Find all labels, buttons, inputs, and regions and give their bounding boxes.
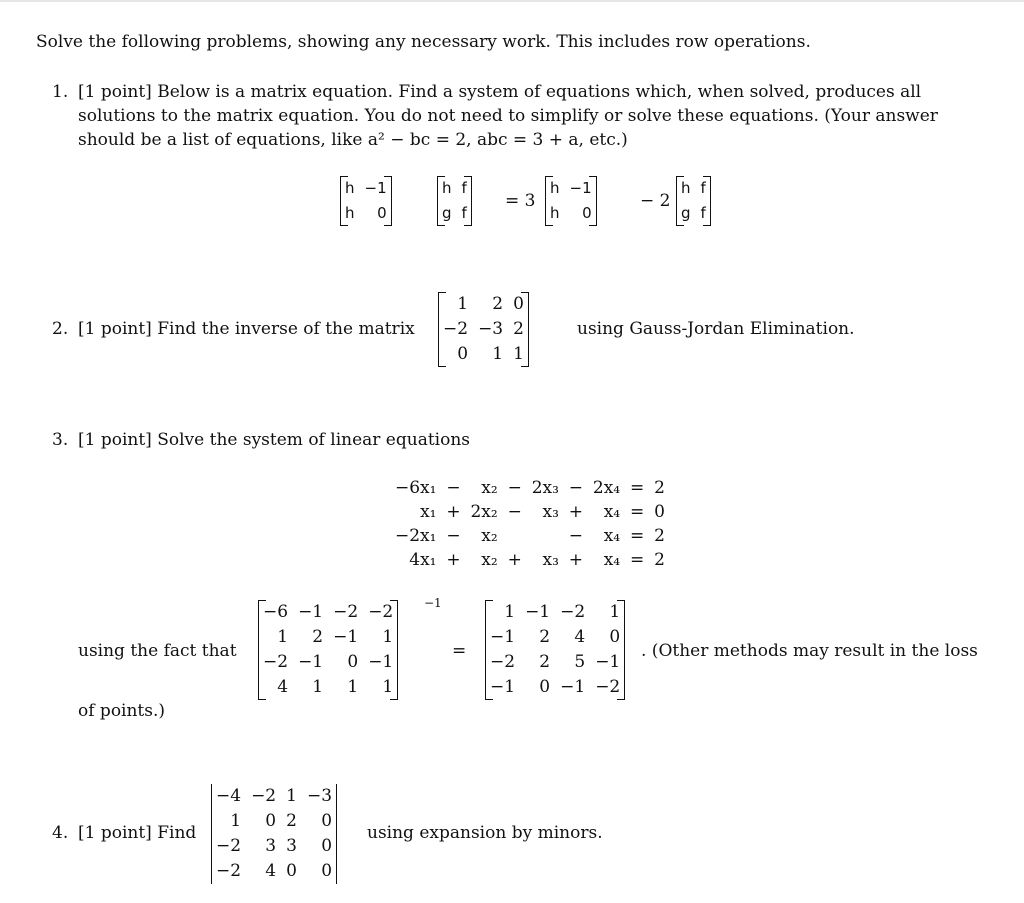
matrix-A-copy bbox=[545, 176, 597, 226]
coefficient-matrix bbox=[258, 600, 398, 700]
math-cell: x₂ bbox=[481, 526, 498, 546]
math-cell: x₂ bbox=[481, 550, 498, 570]
math-cell: 1 bbox=[382, 677, 394, 697]
math-cell: −2x₁ bbox=[395, 526, 437, 546]
problem-3-number: 3. bbox=[52, 430, 69, 450]
linear-system bbox=[392, 476, 668, 572]
math-cell: − bbox=[507, 478, 522, 498]
math-cell: −4 bbox=[216, 786, 242, 806]
math-cell: −1 bbox=[368, 652, 394, 672]
equation-row bbox=[392, 500, 668, 524]
matrix-cell: 2 bbox=[513, 319, 524, 339]
math-cell: −2 bbox=[251, 786, 277, 806]
math-cell: −1 bbox=[595, 652, 621, 672]
math-cell: 0 bbox=[347, 652, 359, 672]
matrix-cell: −3 bbox=[478, 319, 504, 339]
math-cell: 4 bbox=[277, 677, 289, 697]
minus-two: − 2 bbox=[640, 191, 671, 211]
matrix-cell: 0 bbox=[513, 294, 524, 314]
math-cell: −1 bbox=[560, 677, 586, 697]
problem-2-matrix bbox=[438, 292, 529, 367]
matrix-cell: −1 bbox=[569, 179, 592, 197]
math-cell: + bbox=[568, 502, 584, 522]
matrix-A bbox=[340, 176, 392, 226]
math-cell: 0 bbox=[321, 861, 333, 881]
math-cell: 1 bbox=[609, 602, 621, 622]
math-cell: = bbox=[630, 502, 645, 522]
math-cell: 2 bbox=[312, 627, 324, 647]
problem-1-number: 1. bbox=[52, 82, 69, 102]
matrix-cell: h bbox=[345, 179, 355, 197]
matrix-cell: h bbox=[550, 204, 560, 222]
math-cell: −1 bbox=[490, 677, 516, 697]
math-cell: − bbox=[446, 478, 461, 498]
math-cell: 3 bbox=[265, 836, 277, 856]
problem-1-line-1: [1 point] Below is a matrix equation. Find a system of equations which, when solved, produces all bbox=[78, 82, 922, 102]
math-cell: 1 bbox=[347, 677, 359, 697]
matrix-cell: h bbox=[345, 204, 355, 222]
matrix-cell: g bbox=[681, 204, 691, 222]
matrix-B bbox=[437, 176, 472, 226]
math-cell: 4 bbox=[265, 861, 277, 881]
math-cell: −1 bbox=[490, 627, 516, 647]
math-cell: 2 bbox=[654, 478, 665, 498]
equation-row bbox=[392, 476, 668, 500]
math-cell: −2 bbox=[333, 602, 359, 622]
matrix-cell: f bbox=[461, 179, 467, 197]
math-cell: −1 bbox=[525, 602, 551, 622]
math-cell: 0 bbox=[609, 627, 621, 647]
math-cell: − bbox=[568, 478, 584, 498]
matrix-cell: −1 bbox=[364, 179, 387, 197]
math-cell: x₄ bbox=[603, 550, 621, 570]
math-cell: = bbox=[630, 550, 645, 570]
method-note: . (Other methods may result in the loss bbox=[641, 641, 978, 661]
math-cell: − bbox=[568, 526, 584, 546]
matrix-cell: 1 bbox=[457, 294, 469, 314]
math-cell: = bbox=[630, 478, 645, 498]
math-cell: 1 bbox=[286, 786, 297, 806]
math-cell: −1 bbox=[333, 627, 359, 647]
math-cell: + bbox=[446, 550, 461, 570]
math-cell: −3 bbox=[306, 786, 333, 806]
math-cell: −2 bbox=[216, 861, 242, 881]
math-cell: x₄ bbox=[603, 502, 621, 522]
math-cell: 0 bbox=[286, 861, 297, 881]
matrix-cell: 0 bbox=[582, 204, 592, 222]
determinant-matrix bbox=[211, 784, 337, 884]
matrix-cell: h bbox=[442, 179, 452, 197]
math-cell: 2 bbox=[286, 811, 297, 831]
math-cell: − bbox=[446, 526, 461, 546]
equation-row bbox=[392, 524, 668, 548]
math-cell: −2 bbox=[595, 677, 621, 697]
math-cell: 5 bbox=[574, 652, 586, 672]
matrix-cell: h bbox=[550, 179, 560, 197]
math-cell: 2x₄ bbox=[592, 478, 621, 498]
matrix-cell: f bbox=[700, 204, 706, 222]
math-cell: −2 bbox=[368, 602, 394, 622]
math-cell: 2 bbox=[539, 652, 551, 672]
inverse-exponent: −1 bbox=[424, 596, 442, 610]
math-cell: = bbox=[630, 526, 645, 546]
math-cell: −2 bbox=[490, 652, 516, 672]
problem-4-suffix: using expansion by minors. bbox=[367, 823, 603, 843]
math-cell: + bbox=[446, 502, 461, 522]
math-cell: −1 bbox=[298, 602, 324, 622]
method-note-continued: of points.) bbox=[78, 701, 166, 721]
matrix-cell: f bbox=[461, 204, 467, 222]
math-cell: 2x₃ bbox=[531, 478, 559, 498]
math-cell: 0 bbox=[539, 677, 551, 697]
math-cell: 0 bbox=[321, 811, 333, 831]
math-cell bbox=[501, 524, 529, 548]
problem-1-line-3: should be a list of equations, like a² − bc = 2, abc = 3 + a, etc.) bbox=[78, 130, 628, 150]
math-cell: + bbox=[507, 550, 522, 570]
matrix-cell: f bbox=[700, 179, 706, 197]
inverse-matrix bbox=[485, 600, 625, 700]
matrix-B-copy bbox=[676, 176, 711, 226]
intro-text: Solve the following problems, showing any necessary work. This includes row operations. bbox=[36, 32, 811, 52]
matrix-cell: −2 bbox=[443, 319, 469, 339]
math-cell: 2 bbox=[539, 627, 551, 647]
math-cell: x₃ bbox=[542, 550, 559, 570]
math-cell: 1 bbox=[277, 627, 289, 647]
matrix-cell: 1 bbox=[513, 344, 524, 364]
top-border bbox=[0, 0, 1024, 2]
math-cell: 1 bbox=[230, 811, 242, 831]
matrix-cell: g bbox=[442, 204, 452, 222]
equals-sign: = bbox=[452, 641, 467, 661]
problem-2-text: [1 point] Find the inverse of the matrix bbox=[78, 319, 415, 339]
math-cell: + bbox=[568, 550, 584, 570]
problem-4-number: 4. bbox=[52, 823, 69, 843]
math-cell: 4 bbox=[574, 627, 586, 647]
problem-2-number: 2. bbox=[52, 319, 69, 339]
math-cell: 0 bbox=[265, 811, 277, 831]
math-cell: −6x₁ bbox=[395, 478, 437, 498]
math-cell: x₄ bbox=[603, 526, 621, 546]
equals-three: = 3 bbox=[505, 191, 536, 211]
math-cell: 1 bbox=[504, 602, 516, 622]
math-cell: 4x₁ bbox=[409, 550, 437, 570]
matrix-cell: h bbox=[681, 179, 691, 197]
math-cell: x₁ bbox=[420, 502, 437, 522]
matrix-cell: 0 bbox=[377, 204, 387, 222]
matrix-cell: 0 bbox=[457, 344, 469, 364]
math-cell: 0 bbox=[321, 836, 333, 856]
problem-2-suffix: using Gauss-Jordan Elimination. bbox=[577, 319, 855, 339]
math-cell: 2 bbox=[654, 550, 665, 570]
problem-1-line-2: solutions to the matrix equation. You do not need to simplify or solve these equations. (Your answer bbox=[78, 106, 938, 126]
math-cell: 2 bbox=[654, 526, 665, 546]
math-cell: 1 bbox=[312, 677, 324, 697]
math-cell: 3 bbox=[286, 836, 297, 856]
math-cell: 0 bbox=[654, 502, 665, 522]
math-cell: −2 bbox=[216, 836, 242, 856]
math-cell: 1 bbox=[382, 627, 394, 647]
math-cell: −6 bbox=[263, 602, 289, 622]
equation-row bbox=[392, 548, 668, 572]
math-cell: x₃ bbox=[542, 502, 559, 522]
math-cell: −2 bbox=[263, 652, 289, 672]
problem-3-title: [1 point] Solve the system of linear equations bbox=[78, 430, 471, 450]
problem-4-text: [1 point] Find bbox=[78, 823, 197, 843]
math-cell: − bbox=[507, 502, 522, 522]
using-the-fact-text: using the fact that bbox=[78, 641, 237, 661]
math-cell: 2x₂ bbox=[470, 502, 498, 522]
math-cell: −1 bbox=[298, 652, 324, 672]
matrix-cell: 2 bbox=[492, 294, 504, 314]
math-cell bbox=[529, 524, 562, 548]
math-cell: −2 bbox=[560, 602, 586, 622]
matrix-cell: 1 bbox=[492, 344, 504, 364]
math-cell: x₂ bbox=[481, 478, 498, 498]
